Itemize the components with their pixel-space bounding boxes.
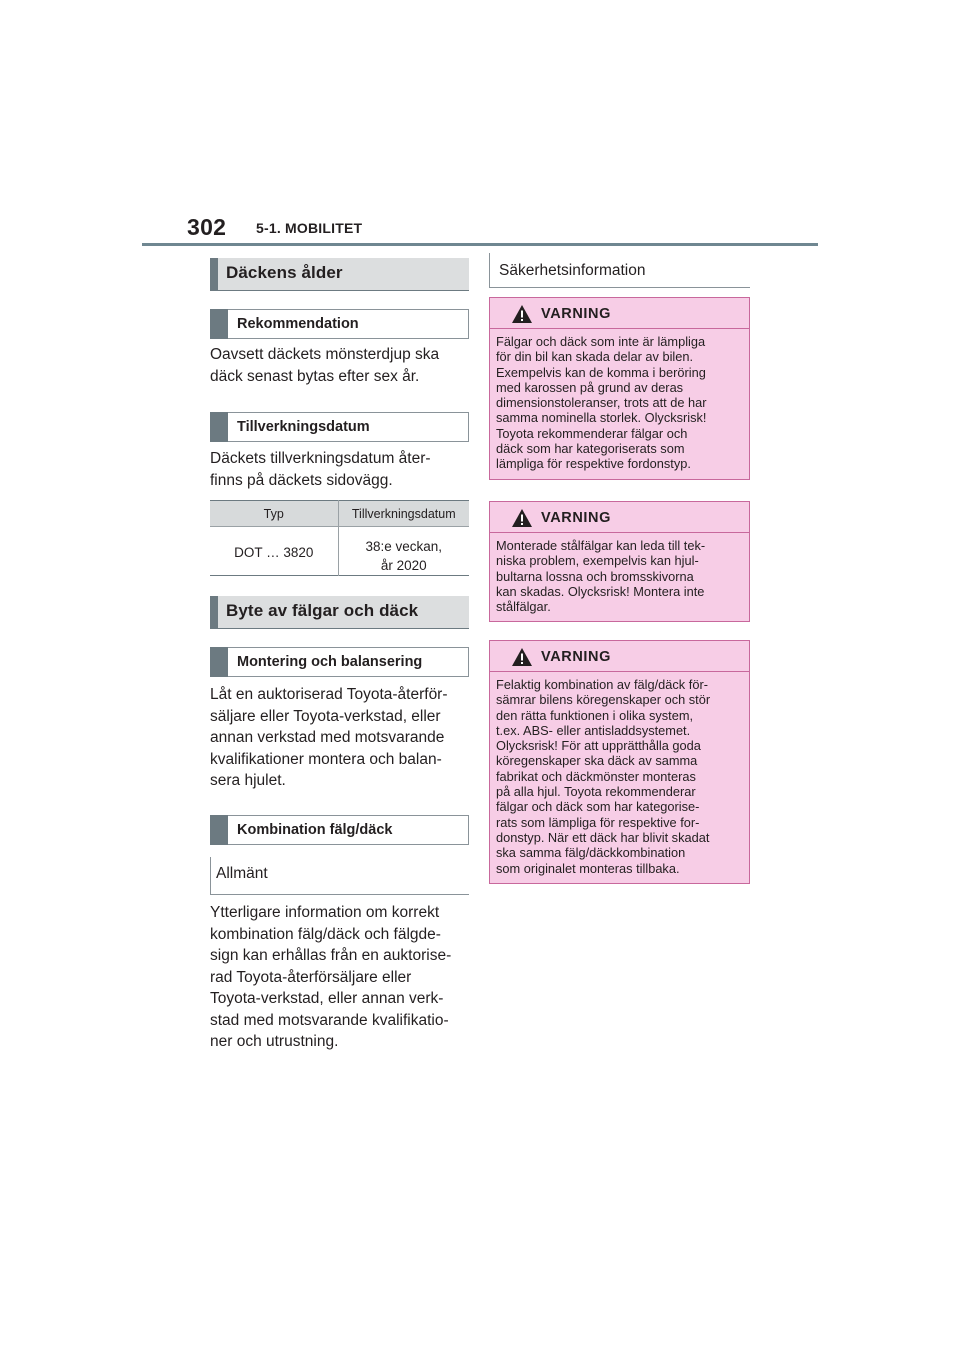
subheading-text: Allmänt (216, 865, 268, 882)
paragraph-montering: Låt en auktoriserad Toyota-återför- säljare eller Toyota-verkstad, eller annan verkstad med motsvarande kvalifikationer montera och balan- sera hjulet. (210, 686, 448, 789)
heading-dackens-alder (210, 258, 469, 291)
warning-title: VARNING (541, 649, 611, 665)
section-title: 5-1. MOBILITET (256, 220, 363, 236)
heading-byte (210, 596, 469, 629)
warning-header (490, 641, 749, 672)
subheading-text: Rekommendation (237, 316, 359, 332)
subheading-text: Montering och balansering (237, 654, 423, 670)
table-cell-datum: 38:e veckan, år 2020 (365, 539, 443, 573)
warning-text: Felaktig kombination av fälg/däck för- sämrar bilens köregenskaper och stör den rätta funktionen i olika system, t.ex. ABS- eller antisladdsystemet. Olycksrisk! För att upprätthålla goda köregenskaper ska däck av samma fabrikat och däckmönster monteras på alla hjul. Toyota rekommenderar fälgar och däck som har kategorise- rats som lämpliga för respektive for- donstyp. När ett däck har blivit skadat ska samma fälg/däckkombination som originalet monteras tillbaka. (496, 677, 711, 876)
subheading-text: Kombination fälg/däck (237, 822, 393, 838)
warning-box-3 (489, 640, 750, 884)
paragraph-rekommendation: Oavsett däckets mönsterdjup ska däck senast bytas efter sex år. (210, 346, 440, 385)
subheading-allmant (210, 857, 469, 895)
paragraph-allmant: Ytterligare information om korrekt kombination fälg/däck och fälgde- sign kan erhållas från en auktorise- rad Toyota-återförsäljare eller Toyota-verkstad, eller annan verk- stad med motsvarande kvalifikatio- ner och utrustning. (210, 904, 452, 1050)
subheading-kombination (210, 815, 469, 845)
subheading-sakerhetsinformation (489, 253, 750, 288)
paragraph-tillverkningsdatum: Däckets tillverkningsdatum åter- finns på däckets sidovägg. (210, 450, 431, 489)
warning-triangle-icon (511, 647, 533, 667)
warning-title: VARNING (541, 306, 611, 322)
warning-box-2 (489, 501, 750, 622)
table-row (210, 527, 469, 576)
subheading-tillverkningsdatum (210, 412, 469, 442)
table-header-typ: Typ (210, 501, 338, 527)
warning-text: Fälgar och däck som inte är lämpliga för din bil kan skada delar av bilen. Exempelvis kan de komma i beröring med karossen på grund av deras dimensionstoleranser, trots att de har samma nominella storlek. Olycksrisk! Toyota rekommenderar fälgar och däck som har kategoriserats som lämpliga för respektive fordonstyp. (496, 334, 707, 472)
warning-triangle-icon (511, 304, 533, 324)
heading-text: Däckens ålder (226, 263, 343, 282)
subheading-montering (210, 647, 469, 677)
warning-box-1 (489, 297, 750, 480)
subheading-text: Säkerhetsinformation (499, 262, 646, 279)
warning-title: VARNING (541, 510, 611, 526)
heading-text: Byte av fälgar och däck (226, 601, 419, 620)
warning-text: Monterade stålfälgar kan leda till tek- niska problem, exempelvis kan hjul- bultarna lossna och bromsskivorna kan skadas. Olycksrisk! Montera inte stålfälgar. (496, 538, 706, 615)
warning-triangle-icon (511, 508, 533, 528)
subheading-rekommendation (210, 309, 469, 339)
warning-header (490, 502, 749, 533)
table-header-row (210, 501, 469, 527)
table-cell-typ: DOT … 3820 (210, 527, 338, 576)
tire-date-table (210, 500, 469, 576)
warning-header (490, 298, 749, 329)
page-number: 302 (187, 214, 227, 240)
subheading-text: Tillverkningsdatum (237, 419, 370, 435)
header-rule (142, 243, 818, 246)
table-header-tillverkningsdatum: Tillverkningsdatum (338, 501, 469, 527)
